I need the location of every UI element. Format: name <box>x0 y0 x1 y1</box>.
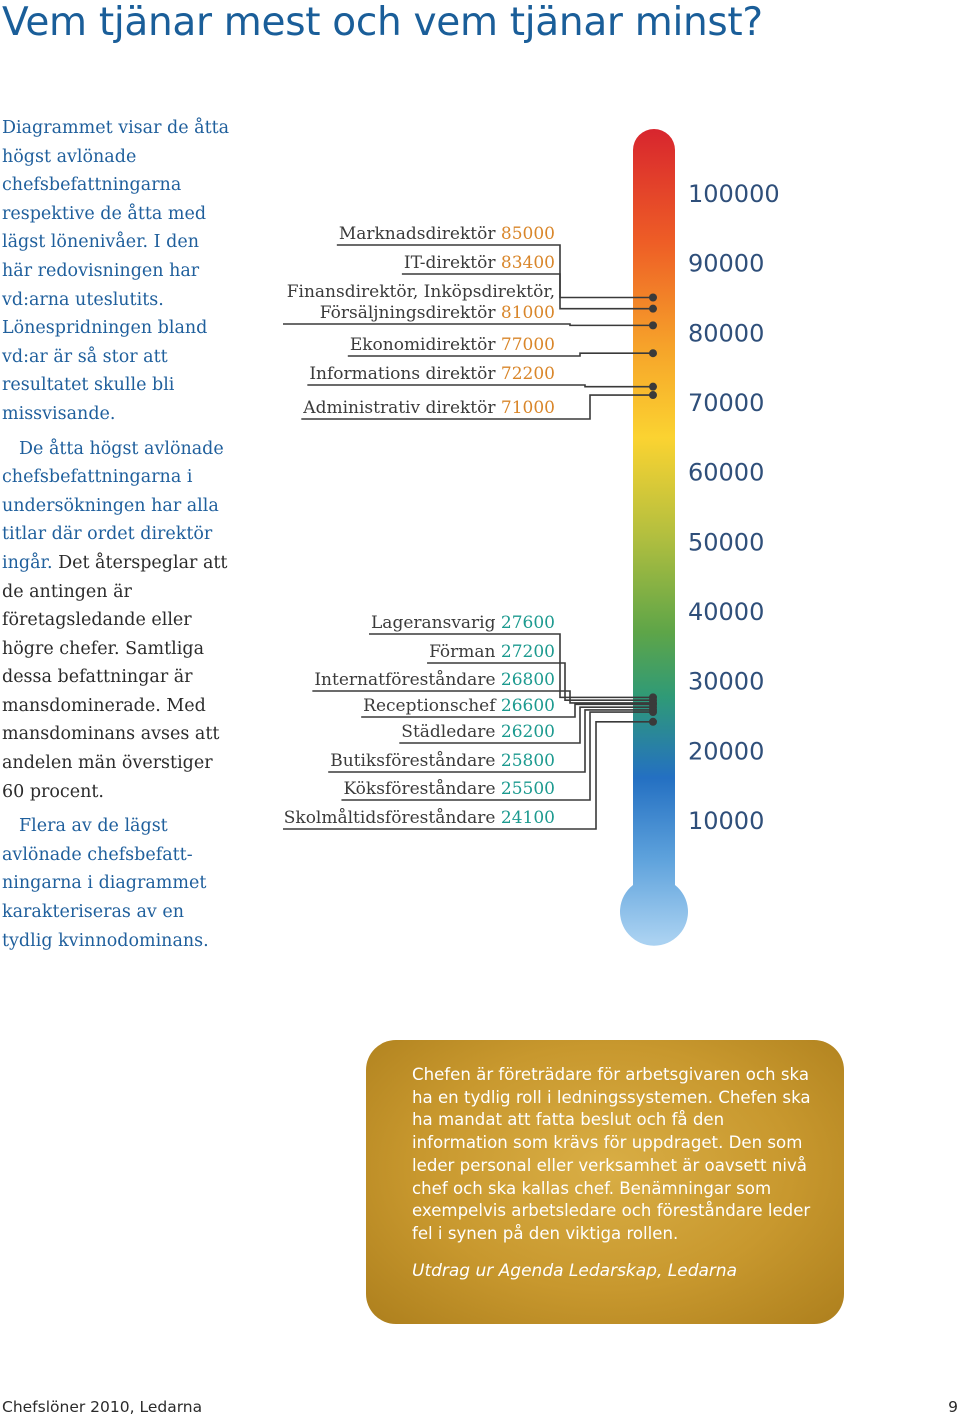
y-tick-label: 80000 <box>688 319 765 348</box>
y-axis-ticks <box>688 180 780 835</box>
series-label-name: IT-direktör <box>403 253 501 273</box>
series-label <box>371 613 555 633</box>
series-value: 26800 <box>500 670 555 690</box>
paragraph-low-paid: Flera av de lägst avlönade chefsbefattningarna i diagrammet karakteriseras av en tydlig kvinnodominans. <box>2 816 209 951</box>
series-label-name: Informations direktör <box>309 364 501 384</box>
series-label-name: Internatföreståndare <box>314 670 501 690</box>
series-label-name: Ekonomidirektör <box>349 335 501 355</box>
page-title: Vem tjänar mest och vem tjänar minst? <box>2 0 763 45</box>
quote-source: Utdrag ur Agenda Ledarskap, Ledarna <box>412 1260 738 1281</box>
intro-paragraph: Diagrammet visar de åtta högst avlönade chefsbefattningarna respektive de åtta med lägst lönenivåer. I den här redovisningen har vd:arna uteslutits. Lönespridningen bland vd:ar är så stor att resultatet skulle bli missvisande. <box>2 118 230 424</box>
series-label <box>404 253 555 273</box>
series-label <box>350 335 555 355</box>
data-point <box>649 391 657 399</box>
series-value: 27600 <box>500 613 555 633</box>
series-label-name: Receptionschef <box>363 696 501 716</box>
series-value: 27200 <box>500 642 555 662</box>
series-label-name: Administrativ direktör <box>303 398 501 418</box>
data-point <box>649 305 657 313</box>
y-tick-label: 70000 <box>688 389 765 417</box>
series-value: 71000 <box>500 398 555 418</box>
series-label <box>287 282 555 323</box>
series-label <box>302 398 555 418</box>
y-tick-label: 100000 <box>688 180 780 208</box>
series-value: 83400 <box>500 253 555 273</box>
data-point <box>649 294 657 302</box>
series-label <box>339 224 555 244</box>
paragraph-high-paid-rest: Det återspeglar att de antingen är företagsledande eller högre chefer. Samtliga dessa befattningar är mansdominerade. Med mansdominans avses att andelen män överstiger 60 procent. <box>2 552 228 802</box>
high-salary-series <box>283 224 657 419</box>
series-label-name: Marknadsdirektör <box>338 224 501 244</box>
series-label <box>401 722 555 742</box>
series-label <box>363 696 555 716</box>
series-label-name: Lageransvarig <box>371 613 501 633</box>
series-value: 25800 <box>500 751 555 771</box>
footer-source: Chefslöner 2010, Ledarna <box>2 1398 203 1416</box>
series-label <box>314 670 555 690</box>
y-tick-label: 20000 <box>688 737 765 766</box>
quote-box <box>366 1040 844 1324</box>
series-value: 26200 <box>500 722 555 742</box>
y-tick-label: 40000 <box>688 598 765 626</box>
quote-text: Chefen är företrädare för arbetsgivaren och ska ha en tydlig roll i ledningssystemen. Chefen ska ha mandat att fatta beslut och få den information som krävs för uppdraget. Den som leder personal eller verksamhet är oavsett nivå chef och ska kallas chef. Benämningar som exempelvis arbetsledare och föreståndare leder fel i synen på den viktiga rollen. <box>412 1065 811 1243</box>
y-tick-label: 10000 <box>688 807 765 835</box>
series-value: 72200 <box>500 364 555 384</box>
y-tick-label: 50000 <box>688 528 765 557</box>
series-value: 85000 <box>500 224 555 244</box>
series-label-name: Köksföreståndare <box>343 779 501 799</box>
low-salary-series <box>283 613 657 829</box>
thermometer-tube <box>620 129 688 946</box>
series-value: 77000 <box>500 335 555 355</box>
series-label <box>343 779 555 799</box>
y-tick-label: 60000 <box>688 458 765 487</box>
paragraph-high-paid-lead: De åtta högst avlönade chefsbefattningarna i undersökningen har alla titlar där ordet direktör ingår. <box>2 438 224 573</box>
series-label-name: Städledare <box>401 722 501 742</box>
data-point <box>649 383 657 391</box>
leader-line <box>307 385 653 387</box>
data-point <box>649 708 657 716</box>
series-label-name: Skolmåltidsföreståndare <box>283 808 501 828</box>
thermometer-tube-body <box>620 129 688 946</box>
y-tick-label: 90000 <box>688 249 765 278</box>
series-label <box>309 364 555 384</box>
y-tick-label: 30000 <box>688 667 765 696</box>
series-label-line1: Finansdirektör, Inköpsdirektör, <box>286 282 555 302</box>
series-value: 25500 <box>500 779 555 799</box>
leader-line <box>283 324 653 325</box>
data-point <box>649 349 657 357</box>
series-label-name: Förman <box>429 642 501 662</box>
series-label <box>284 808 555 828</box>
series-label <box>330 751 555 771</box>
page-number: 9 <box>948 1398 958 1416</box>
series-label-line2: Försäljningsdirektör <box>319 303 501 323</box>
series-value: 24100 <box>500 808 555 828</box>
series-value: 81000 <box>500 303 555 323</box>
series-label-name: Butiksföreståndare <box>330 751 501 771</box>
series-value: 26600 <box>500 696 555 716</box>
data-point <box>649 718 657 726</box>
data-point <box>649 321 657 329</box>
series-label <box>429 642 555 662</box>
